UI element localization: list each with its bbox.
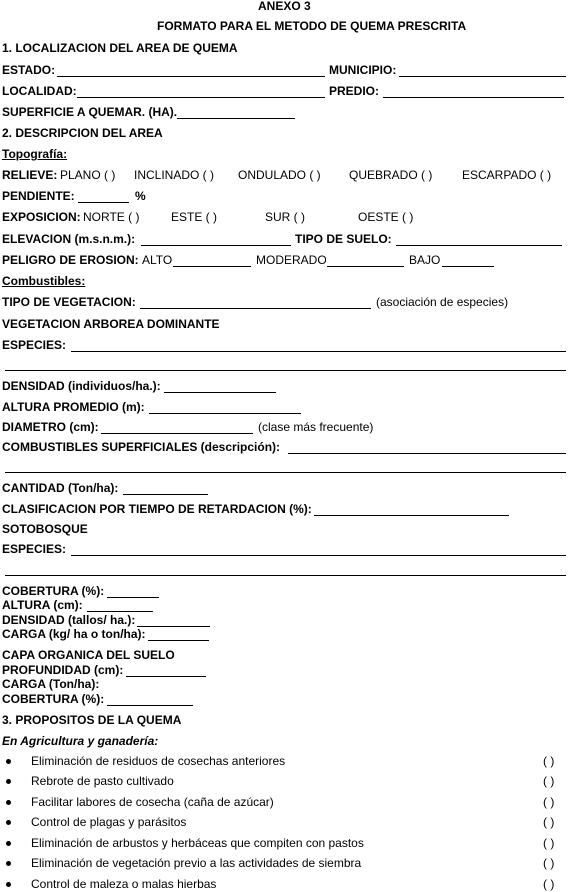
capa-organica-heading: CAPA ORGANICA DEL SUELO xyxy=(2,648,175,662)
exposicion-label: EXPOSICION: xyxy=(2,210,81,224)
elevacion-label: ELEVACION (m.s.n.m.): xyxy=(2,232,136,246)
especies-field-line-2[interactable] xyxy=(5,370,566,371)
exposicion-norte-option[interactable]: NORTE ( ) xyxy=(83,210,140,224)
tipo-vegetacion-label: TIPO DE VEGETACION: xyxy=(2,295,136,309)
topografia-heading: Topografía: xyxy=(2,147,68,161)
densidad-label: DENSIDAD (individuos/ha.): xyxy=(2,379,161,393)
profundidad-field[interactable] xyxy=(126,676,206,677)
pendiente-label: PENDIENTE: xyxy=(2,189,75,203)
bullet-icon xyxy=(6,861,11,866)
clasificacion-field[interactable] xyxy=(314,515,509,516)
bullet-icon xyxy=(6,759,11,764)
densidad-tallos-field[interactable] xyxy=(137,626,210,627)
purpose-item-3-label: Facilitar labores de cosecha (caña de azúcar) xyxy=(31,795,274,809)
section-2-title: 2. DESCRIPCION DEL AREA xyxy=(2,126,163,140)
elevacion-field[interactable] xyxy=(141,245,291,246)
peligro-moderado-label: MODERADO xyxy=(256,253,327,267)
combustibles-heading: Combustibles: xyxy=(2,274,86,288)
purpose-item-2-checkbox[interactable]: ( ) xyxy=(543,774,555,788)
bullet-icon xyxy=(6,841,11,846)
relieve-inclinado-option[interactable]: INCLINADO ( ) xyxy=(134,168,215,182)
carga-ton-label: CARGA (Ton/ha): xyxy=(2,677,100,691)
cobertura-suelo-label: COBERTURA (%): xyxy=(2,692,105,706)
peligro-erosion-label: PELIGRO DE EROSION: xyxy=(2,253,139,267)
especies-field[interactable] xyxy=(71,351,566,352)
localidad-label: LOCALIDAD: xyxy=(2,84,77,98)
combustibles-superficiales-field[interactable] xyxy=(288,453,566,454)
purpose-item-4-label: Control de plagas y parásitos xyxy=(31,815,187,829)
carga-field[interactable] xyxy=(148,640,209,641)
densidad-field[interactable] xyxy=(164,392,276,393)
purpose-item-7-label: Control de maleza o malas hierbas xyxy=(31,877,217,891)
purpose-item-7-checkbox[interactable]: ( ) xyxy=(543,877,555,891)
bullet-icon xyxy=(6,882,11,887)
sotobosque-especies-field[interactable] xyxy=(71,555,566,556)
tipo-suelo-label: TIPO DE SUELO: xyxy=(295,232,392,246)
municipio-label: MUNICIPIO: xyxy=(329,63,397,77)
form-title: FORMATO PARA EL METODO DE QUEMA PRESCRITA xyxy=(157,19,467,33)
tipo-vegetacion-field[interactable] xyxy=(140,308,371,309)
pendiente-unit: % xyxy=(135,189,146,203)
altura-cm-field[interactable] xyxy=(87,611,153,612)
predio-label: PREDIO: xyxy=(329,84,380,98)
asociacion-note: (asociación de especies) xyxy=(376,295,509,309)
diametro-field[interactable] xyxy=(101,433,253,434)
exposicion-este-option[interactable]: ESTE ( ) xyxy=(171,210,218,224)
clasificacion-label: CLASIFICACION POR TIEMPO DE RETARDACION (%): xyxy=(2,502,312,516)
estado-field[interactable] xyxy=(57,76,325,77)
tipo-suelo-field[interactable] xyxy=(396,245,562,246)
municipio-field[interactable] xyxy=(399,76,566,77)
relieve-ondulado-option[interactable]: ONDULADO ( ) xyxy=(238,168,321,182)
altura-cm-label: ALTURA (cm): xyxy=(2,598,83,612)
bullet-icon xyxy=(6,800,11,805)
peligro-alto-field[interactable] xyxy=(173,266,251,267)
purpose-item-2-label: Rebrote de pasto cultivado xyxy=(31,774,174,788)
estado-label: ESTADO: xyxy=(2,63,56,77)
relieve-label: RELIEVE: xyxy=(2,168,58,182)
purpose-item-6-label: Eliminación de vegetación previo a las actividades de siembra xyxy=(31,856,362,870)
altura-promedio-label: ALTURA PROMEDIO (m): xyxy=(2,400,145,414)
purpose-item-3-checkbox[interactable]: ( ) xyxy=(543,795,555,809)
section-1-title: 1. LOCALIZACION DEL AREA DE QUEMA xyxy=(2,41,238,55)
exposicion-oeste-option[interactable]: OESTE ( ) xyxy=(358,210,414,224)
cantidad-label: CANTIDAD (Ton/ha): xyxy=(2,481,119,495)
purpose-item-6-checkbox[interactable]: ( ) xyxy=(543,856,555,870)
cantidad-field[interactable] xyxy=(123,494,208,495)
purpose-item-4-checkbox[interactable]: ( ) xyxy=(543,815,555,829)
especies-label: ESPECIES: xyxy=(2,338,67,352)
purpose-item-1-checkbox[interactable]: ( ) xyxy=(543,754,555,768)
bullet-icon xyxy=(6,779,11,784)
purpose-item-5-label: Eliminación de arbustos y herbáceas que compiten con pastos xyxy=(31,836,364,850)
cobertura-label: COBERTURA (%): xyxy=(2,584,105,598)
sotobosque-heading: SOTOBOSQUE xyxy=(2,522,88,536)
diametro-label: DIAMETRO (cm): xyxy=(2,420,99,434)
densidad-tallos-label: DENSIDAD (tallos/ ha.): xyxy=(2,613,136,627)
bullet-icon xyxy=(6,820,11,825)
predio-field[interactable] xyxy=(383,97,564,98)
section-3-title: 3. PROPOSITOS DE LA QUEMA xyxy=(2,713,182,727)
agricultura-subtitle: En Agricultura y ganadería: xyxy=(2,734,159,748)
combustibles-superficiales-label: COMBUSTIBLES SUPERFICIALES (descripción): xyxy=(2,440,281,454)
relieve-escarpado-option[interactable]: ESCARPADO ( ) xyxy=(462,168,552,182)
altura-promedio-field[interactable] xyxy=(149,413,301,414)
cobertura-suelo-field[interactable] xyxy=(107,705,193,706)
sotobosque-especies-label: ESPECIES: xyxy=(2,542,67,556)
profundidad-label: PROFUNDIDAD (cm): xyxy=(2,663,124,677)
relieve-plano-option[interactable]: PLANO ( ) xyxy=(60,168,116,182)
cobertura-field[interactable] xyxy=(107,597,159,598)
superficie-label: SUPERFICIE A QUEMAR. (HA). xyxy=(2,105,178,119)
clase-note: (clase más frecuente) xyxy=(258,420,374,434)
carga-label: CARGA (kg/ ha o ton/ha): xyxy=(2,627,146,641)
peligro-moderado-field[interactable] xyxy=(327,266,404,267)
purpose-item-1-label: Eliminación de residuos de cosechas anteriores xyxy=(31,754,286,768)
sotobosque-especies-field-line-2[interactable] xyxy=(5,575,566,576)
exposicion-sur-option[interactable]: SUR ( ) xyxy=(265,210,305,224)
annex-label: ANEXO 3 xyxy=(258,0,311,13)
pendiente-field[interactable] xyxy=(78,202,129,203)
peligro-bajo-field[interactable] xyxy=(442,266,494,267)
purpose-item-5-checkbox[interactable]: ( ) xyxy=(543,836,555,850)
relieve-quebrado-option[interactable]: QUEBRADO ( ) xyxy=(349,168,433,182)
peligro-alto-label: ALTO xyxy=(142,253,173,267)
localidad-field[interactable] xyxy=(77,97,325,98)
vegetacion-arborea-heading: VEGETACION ARBOREA DOMINANTE xyxy=(2,317,220,331)
peligro-bajo-label: BAJO xyxy=(409,253,441,267)
combustibles-superficiales-field-line-2[interactable] xyxy=(5,472,566,473)
superficie-field[interactable] xyxy=(177,118,295,119)
